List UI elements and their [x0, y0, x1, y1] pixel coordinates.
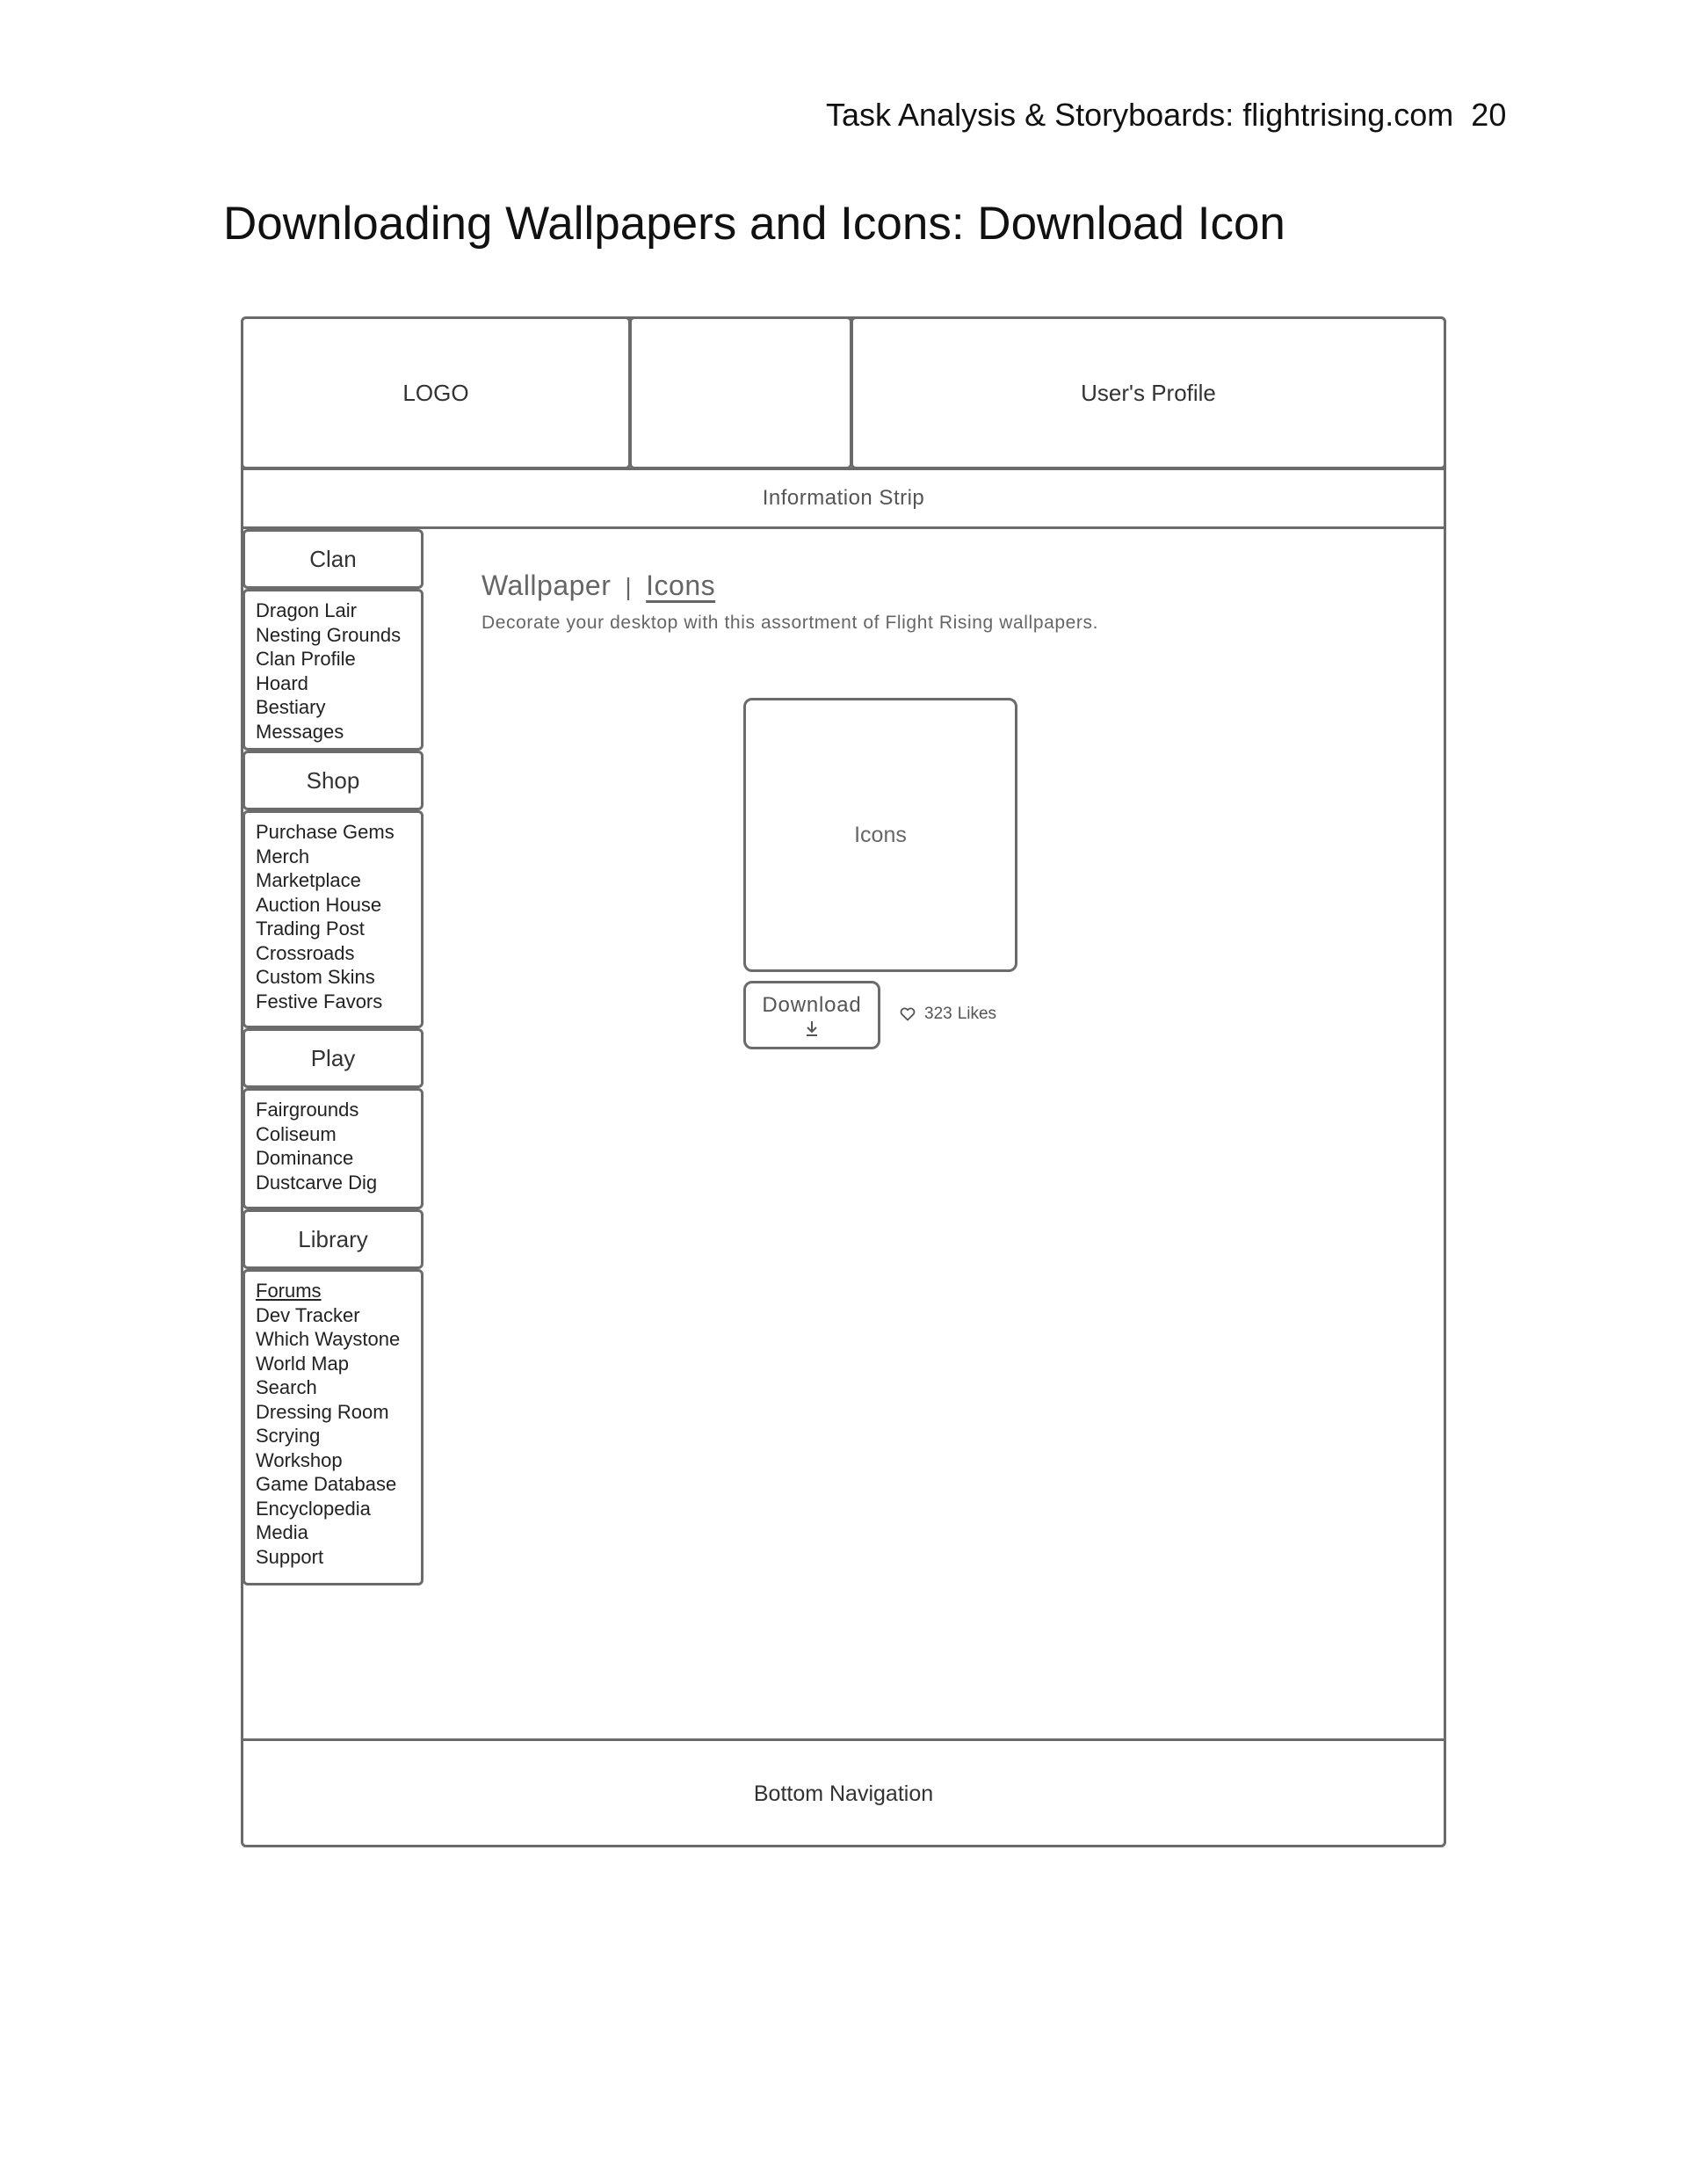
download-button-label: Download [762, 993, 862, 1017]
nav-item-search[interactable]: Search [256, 1376, 317, 1398]
nav-list-library [243, 1269, 424, 1585]
nav-item-dominance[interactable]: Dominance [256, 1147, 354, 1169]
page-title: Downloading Wallpapers and Icons: Download Icon [223, 198, 1285, 250]
nav-heading-shop[interactable] [243, 751, 424, 810]
nav-item-fairgrounds[interactable]: Fairgrounds [256, 1099, 359, 1121]
nav-item-bestiary[interactable]: Bestiary [256, 696, 326, 718]
nav-heading-library-label: Library [298, 1225, 368, 1252]
icons-preview[interactable] [743, 698, 1017, 972]
nav-heading-play-label: Play [310, 1044, 356, 1071]
nav-item-auction-house[interactable]: Auction House [256, 893, 382, 916]
bottom-navigation [241, 1738, 1446, 1847]
nav-item-clan-profile[interactable]: Clan Profile [256, 648, 356, 670]
nav-list-shop [243, 810, 424, 1028]
nav-item-encyclopedia[interactable]: Encyclopedia [256, 1497, 371, 1520]
nav-list-clan [243, 589, 424, 751]
nav-item-support[interactable]: Support [256, 1545, 324, 1568]
nav-item-forums[interactable]: Forums [256, 1280, 322, 1302]
user-profile-label: User's Profile [1081, 379, 1216, 406]
nav-item-dev-tracker[interactable]: Dev Tracker [256, 1303, 360, 1326]
nav-item-workshop[interactable]: Workshop [256, 1448, 343, 1471]
user-profile-box[interactable] [851, 316, 1446, 469]
information-strip-label: Information Strip [762, 486, 925, 510]
nav-heading-play[interactable] [243, 1028, 424, 1088]
nav-list-play [243, 1088, 424, 1209]
bottom-navigation-label: Bottom Navigation [753, 1781, 934, 1806]
likes-indicator[interactable] [900, 1005, 996, 1024]
nav-item-trading-post[interactable]: Trading Post [256, 918, 365, 940]
nav-item-which-waystone[interactable]: Which Waystone [256, 1328, 401, 1350]
tab-icons[interactable]: Icons [646, 570, 716, 601]
nav-item-dragon-lair[interactable]: Dragon Lair [256, 599, 357, 621]
likes-count: 323 [924, 1005, 952, 1023]
content-subtitle: Decorate your desktop with this assortment of Flight Rising wallpapers. [481, 613, 1099, 633]
logo-box[interactable] [241, 316, 631, 469]
running-header [826, 97, 1507, 134]
nav-item-crossroads[interactable]: Crossroads [256, 941, 355, 964]
nav-heading-clan-label: Clan [309, 545, 357, 572]
nav-item-custom-skins[interactable]: Custom Skins [256, 966, 375, 988]
nav-item-hoard[interactable]: Hoard [256, 671, 308, 694]
download-arrow-icon [805, 1019, 819, 1037]
tab-separator: | [625, 573, 633, 600]
nav-heading-library[interactable] [243, 1209, 424, 1269]
nav-item-dustcarve-dig[interactable]: Dustcarve Dig [256, 1171, 378, 1194]
page-number: 20 [1471, 97, 1507, 133]
nav-item-game-database[interactable]: Game Database [256, 1473, 397, 1495]
icons-preview-label: Icons [854, 822, 907, 847]
nav-item-festive-favors[interactable]: Festive Favors [256, 990, 383, 1012]
tab-wallpaper[interactable]: Wallpaper [481, 570, 612, 601]
nav-item-merch[interactable]: Merch [256, 845, 310, 867]
content-tabs [481, 570, 715, 602]
nav-item-dressing-room[interactable]: Dressing Room [256, 1400, 389, 1423]
likes-unit: Likes [957, 1005, 997, 1023]
running-header-text: Task Analysis & Storyboards: flightrising.com [826, 97, 1454, 133]
nav-item-nesting-grounds[interactable]: Nesting Grounds [256, 623, 402, 646]
nav-item-media[interactable]: Media [256, 1521, 308, 1543]
download-button[interactable] [743, 981, 880, 1049]
nav-item-scrying[interactable]: Scrying [256, 1425, 321, 1447]
nav-heading-shop-label: Shop [306, 766, 360, 794]
nav-heading-clan[interactable] [243, 529, 424, 589]
logo-label: LOGO [402, 379, 469, 406]
information-strip [241, 468, 1446, 529]
nav-item-marketplace[interactable]: Marketplace [256, 869, 361, 891]
header-spacer-box [629, 316, 852, 469]
heart-icon [900, 1007, 916, 1021]
nav-item-world-map[interactable]: World Map [256, 1352, 349, 1375]
nav-item-purchase-gems[interactable]: Purchase Gems [256, 821, 395, 843]
nav-item-coliseum[interactable]: Coliseum [256, 1122, 337, 1145]
nav-item-messages[interactable]: Messages [256, 720, 344, 743]
